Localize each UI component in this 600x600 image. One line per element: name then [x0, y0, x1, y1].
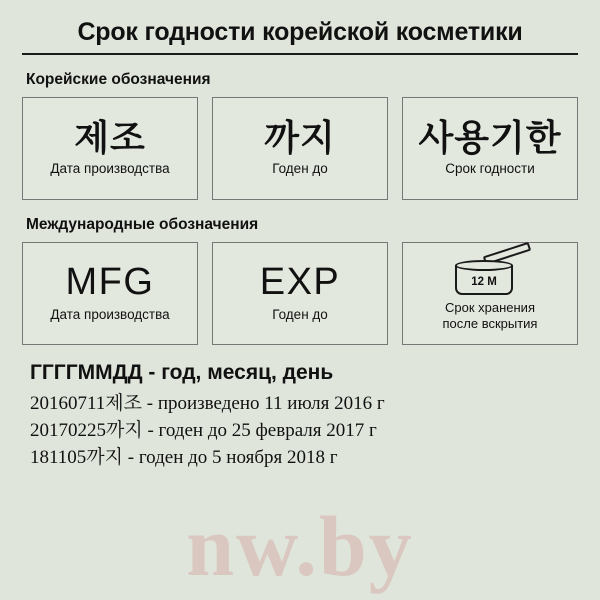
- open-jar-icon: [447, 251, 533, 297]
- example-line-3: 181105까지 - годен до 5 ноября 2018 г: [30, 446, 338, 468]
- card-korean-shelf-life-symbol: 사용기한: [418, 116, 562, 158]
- international-marking-row: [22, 242, 578, 345]
- card-korean-exp-symbol: 까지: [264, 116, 336, 158]
- section-label-international: Международные обозначения: [26, 216, 259, 233]
- page-title: Срок годности корейской косметики: [22, 18, 578, 55]
- card-exp: [212, 242, 388, 345]
- korean-marking-row: [22, 97, 578, 200]
- example-line-2: 20170225까지 - годен до 25 февраля 2017 г: [30, 419, 377, 441]
- card-exp-caption: Годен до: [272, 306, 328, 322]
- card-korean-mfg: [22, 97, 198, 200]
- section-label-korean: Корейские обозначения: [26, 71, 211, 88]
- card-korean-exp: [212, 97, 388, 200]
- card-mfg: [22, 242, 198, 345]
- card-mfg-symbol: MFG: [65, 260, 155, 303]
- card-mfg-caption: Дата производства: [50, 306, 170, 322]
- card-korean-shelf-life: [402, 97, 578, 200]
- card-pao: [402, 242, 578, 345]
- card-exp-symbol: EXP: [259, 260, 341, 303]
- open-jar-period-label: 12 M: [471, 276, 497, 288]
- card-korean-shelf-life-caption: Срок годности: [445, 160, 535, 176]
- card-pao-caption: Срок хранения после вскрытия: [442, 300, 538, 331]
- card-korean-mfg-symbol: 제조: [74, 116, 146, 158]
- example-line-1: 20160711제조 - произведено 11 июля 2016 г: [30, 393, 385, 414]
- open-jar-rim: [455, 260, 513, 271]
- card-korean-mfg-caption: Дата производства: [50, 160, 170, 176]
- examples-block: [22, 361, 578, 472]
- examples-heading: ГГГГММДД - год, месяц, день: [30, 361, 334, 384]
- card-korean-exp-caption: Годен до: [272, 160, 328, 176]
- watermark: nw.by: [186, 498, 414, 594]
